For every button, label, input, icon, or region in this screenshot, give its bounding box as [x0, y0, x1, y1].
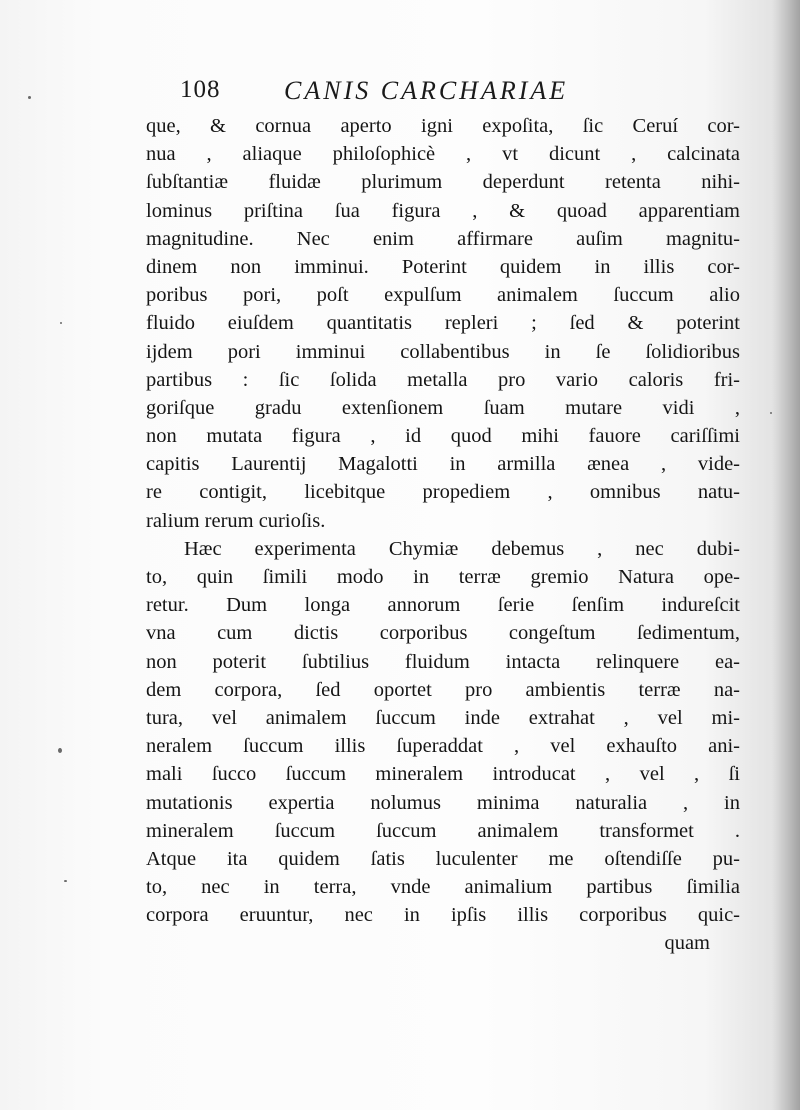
- text-line: dem corpora, ſed oportet pro ambientis terræ na-: [146, 678, 740, 701]
- text-line: Atque ita quidem ſatis luculenter me oſtendiſſe pu-: [146, 847, 740, 870]
- text-line: mali ſucco ſuccum mineralem introducat , vel , ſi: [146, 763, 740, 786]
- text-line: goriſque gradu extenſionem ſuam mutare vidi ,: [146, 396, 740, 419]
- text-line: non poterit ſubtilius fluidum intacta relinquere ea-: [146, 650, 740, 673]
- catchword: quam: [664, 932, 710, 955]
- text-line: que, & cornua aperto igni expoſita, ſic Ceruí cor-: [146, 115, 740, 137]
- text-line: lominus priſtina ſua figura , & quoad apparentiam: [146, 199, 740, 222]
- text-line: nua , aliaque philoſophicè , vt dicunt , calcinata: [146, 143, 740, 166]
- paragraph-2: [146, 535, 740, 930]
- text-line: to, nec in terra, vnde animalium partibus ſimilia: [146, 876, 740, 899]
- text-line: retur. Dum longa annorum ſerie ſenſim indureſcit: [146, 594, 740, 617]
- text-line: capitis Laurentij Magalotti in armilla ænea , vide-: [146, 453, 740, 476]
- spine-shadow: [772, 0, 800, 1110]
- paper-speck: [60, 322, 62, 324]
- text-line: tura, vel animalem ſuccum inde extrahat , vel mi-: [146, 706, 740, 729]
- text-line: poribus pori, poſt expulſum animalem ſuccum alio: [146, 284, 740, 307]
- text-line: ralium rerum curioſis.: [146, 509, 326, 532]
- page-number: 108: [180, 76, 221, 103]
- text-line: ſubſtantiæ fluidæ plurimum deperdunt retenta nihi-: [146, 171, 740, 194]
- text-line: corpora eruuntur, nec in ipſis illis corporibus quic-: [146, 904, 740, 927]
- text-line: dinem non imminui. Poterint quidem in illis cor-: [146, 255, 740, 278]
- text-line: partibus : ſic ſolida metalla pro vario caloris fri-: [146, 368, 740, 391]
- paragraph-1: [146, 112, 740, 535]
- running-head: CANIS CARCHARIAE: [284, 76, 569, 105]
- body-text: [146, 112, 740, 958]
- text-line: to, quin ſimili modo in terræ gremio Natura ope-: [146, 566, 740, 588]
- text-line: fluido eiuſdem quantitatis repleri ; ſed & poterint: [146, 312, 740, 335]
- text-line: ijdem pori imminui collabentibus in ſe ſolidioribus: [146, 340, 740, 363]
- text-line: mineralem ſuccum ſuccum animalem transformet .: [146, 819, 740, 842]
- text-line: non mutata figura , id quod mihi fauore cariſſimi: [146, 425, 740, 448]
- text-line: Hæc experimenta Chymiæ debemus , nec dubi-: [184, 537, 740, 560]
- text-line: neralem ſuccum illis ſuperaddat , vel exhauſto ani-: [146, 735, 740, 758]
- paper-speck: [58, 748, 62, 753]
- text-line: magnitudine. Nec enim affirmare auſim magnitu-: [146, 227, 740, 250]
- paper-speck: [64, 880, 67, 882]
- text-line: re contigit, licebitque propediem , omnibus natu-: [146, 481, 740, 504]
- text-line: vna cum dictis corporibus congeſtum ſedimentum,: [146, 622, 740, 645]
- paper-speck: [770, 412, 772, 414]
- page-header: [180, 76, 740, 110]
- paper-speck: [28, 96, 31, 99]
- text-line: mutationis expertia nolumus minima naturalia , in: [146, 791, 740, 814]
